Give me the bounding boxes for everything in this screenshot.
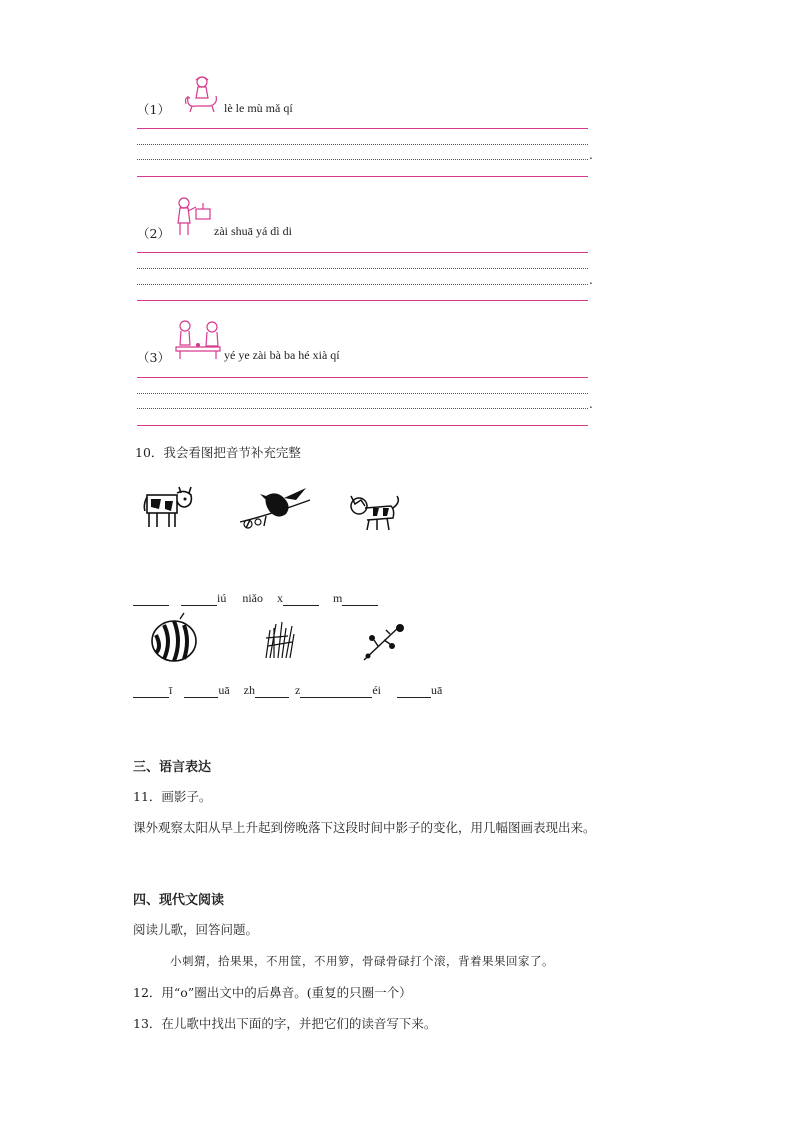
section-4-heading: 四、现代文阅读 bbox=[133, 893, 225, 908]
cat-picture bbox=[345, 490, 401, 532]
writing-line-top bbox=[137, 128, 588, 129]
writing-line-dotted bbox=[137, 268, 588, 269]
flower-branch-picture bbox=[360, 622, 406, 662]
nursery-rhyme: 小刺猬，拾果果，不用筐，不用箩，骨碌骨碌打个滚，背着果果回家了。 bbox=[170, 954, 554, 968]
syllable-part: uā bbox=[431, 683, 443, 697]
writing-line-bottom bbox=[137, 425, 588, 426]
watermelon-picture bbox=[150, 617, 198, 663]
question-12: 12．用“o”圈出文中的后鼻音。(重复的只圈一个） bbox=[133, 985, 412, 1000]
writing-line-top bbox=[137, 252, 588, 253]
blank[interactable] bbox=[133, 685, 169, 698]
blank[interactable] bbox=[397, 685, 431, 698]
blank[interactable] bbox=[283, 593, 319, 606]
writing-line-dotted bbox=[137, 393, 588, 394]
blank[interactable] bbox=[184, 685, 218, 698]
item-3-number: （3） bbox=[137, 350, 170, 365]
item-3-pinyin: yé ye zài bà ba hé xià qí bbox=[224, 348, 340, 362]
question-11-text: 课外观察太阳从早上升起到傍晚落下这段时间中影子的变化，用几幅图画表现出来。 bbox=[133, 820, 596, 835]
writing-line-bottom bbox=[137, 300, 588, 301]
writing-line-dotted bbox=[137, 408, 588, 409]
child-riding-horse-picture bbox=[182, 74, 222, 114]
syllable-part: éi bbox=[372, 683, 381, 697]
item-1-pinyin: lè le mù mǎ qí bbox=[224, 101, 293, 115]
writing-line-top bbox=[137, 377, 588, 378]
syllable-part: z bbox=[295, 683, 301, 697]
syllable-part: iú bbox=[217, 591, 227, 605]
writing-line-dotted bbox=[137, 144, 588, 145]
blank[interactable] bbox=[300, 685, 372, 698]
syllable-part: ī bbox=[169, 683, 173, 697]
fill-row-2 bbox=[133, 683, 442, 698]
blank[interactable] bbox=[255, 685, 289, 698]
item-2-pinyin: zài shuā yá dì di bbox=[214, 224, 292, 238]
writing-period: . bbox=[589, 273, 593, 287]
writing-period: . bbox=[589, 148, 593, 162]
writing-line-bottom bbox=[137, 176, 588, 177]
reading-instruction: 阅读儿歌，回答问题。 bbox=[133, 922, 259, 937]
syllable-part: zh bbox=[243, 683, 255, 697]
question-11-title: 11．画影子。 bbox=[133, 789, 212, 804]
cow-picture bbox=[141, 481, 197, 531]
item-1-number: （1） bbox=[137, 102, 170, 117]
syllable-part: m bbox=[333, 591, 343, 605]
syllable-word: niǎo bbox=[242, 591, 264, 605]
child-brushing-teeth-picture bbox=[172, 195, 214, 237]
writing-period: . bbox=[589, 397, 593, 411]
bird-on-branch-picture bbox=[236, 486, 314, 534]
writing-line-dotted bbox=[137, 284, 588, 285]
item-2-number: （2） bbox=[137, 226, 170, 241]
writing-line-dotted bbox=[137, 159, 588, 160]
section-3-heading: 三、语言表达 bbox=[133, 760, 212, 775]
blank[interactable] bbox=[133, 593, 169, 606]
syllable-part: x bbox=[277, 591, 284, 605]
question-13: 13．在儿歌中找出下面的字，并把它们的读音写下来。 bbox=[133, 1016, 437, 1031]
syllable-part: uā bbox=[218, 683, 230, 697]
question-10-title: 10．我会看图把音节补充完整 bbox=[135, 445, 301, 460]
grass-picture bbox=[262, 620, 298, 660]
blank[interactable] bbox=[181, 593, 217, 606]
fill-row-1 bbox=[133, 591, 378, 606]
grandpa-and-dad-playing-chess-picture bbox=[172, 319, 224, 361]
blank[interactable] bbox=[342, 593, 378, 606]
